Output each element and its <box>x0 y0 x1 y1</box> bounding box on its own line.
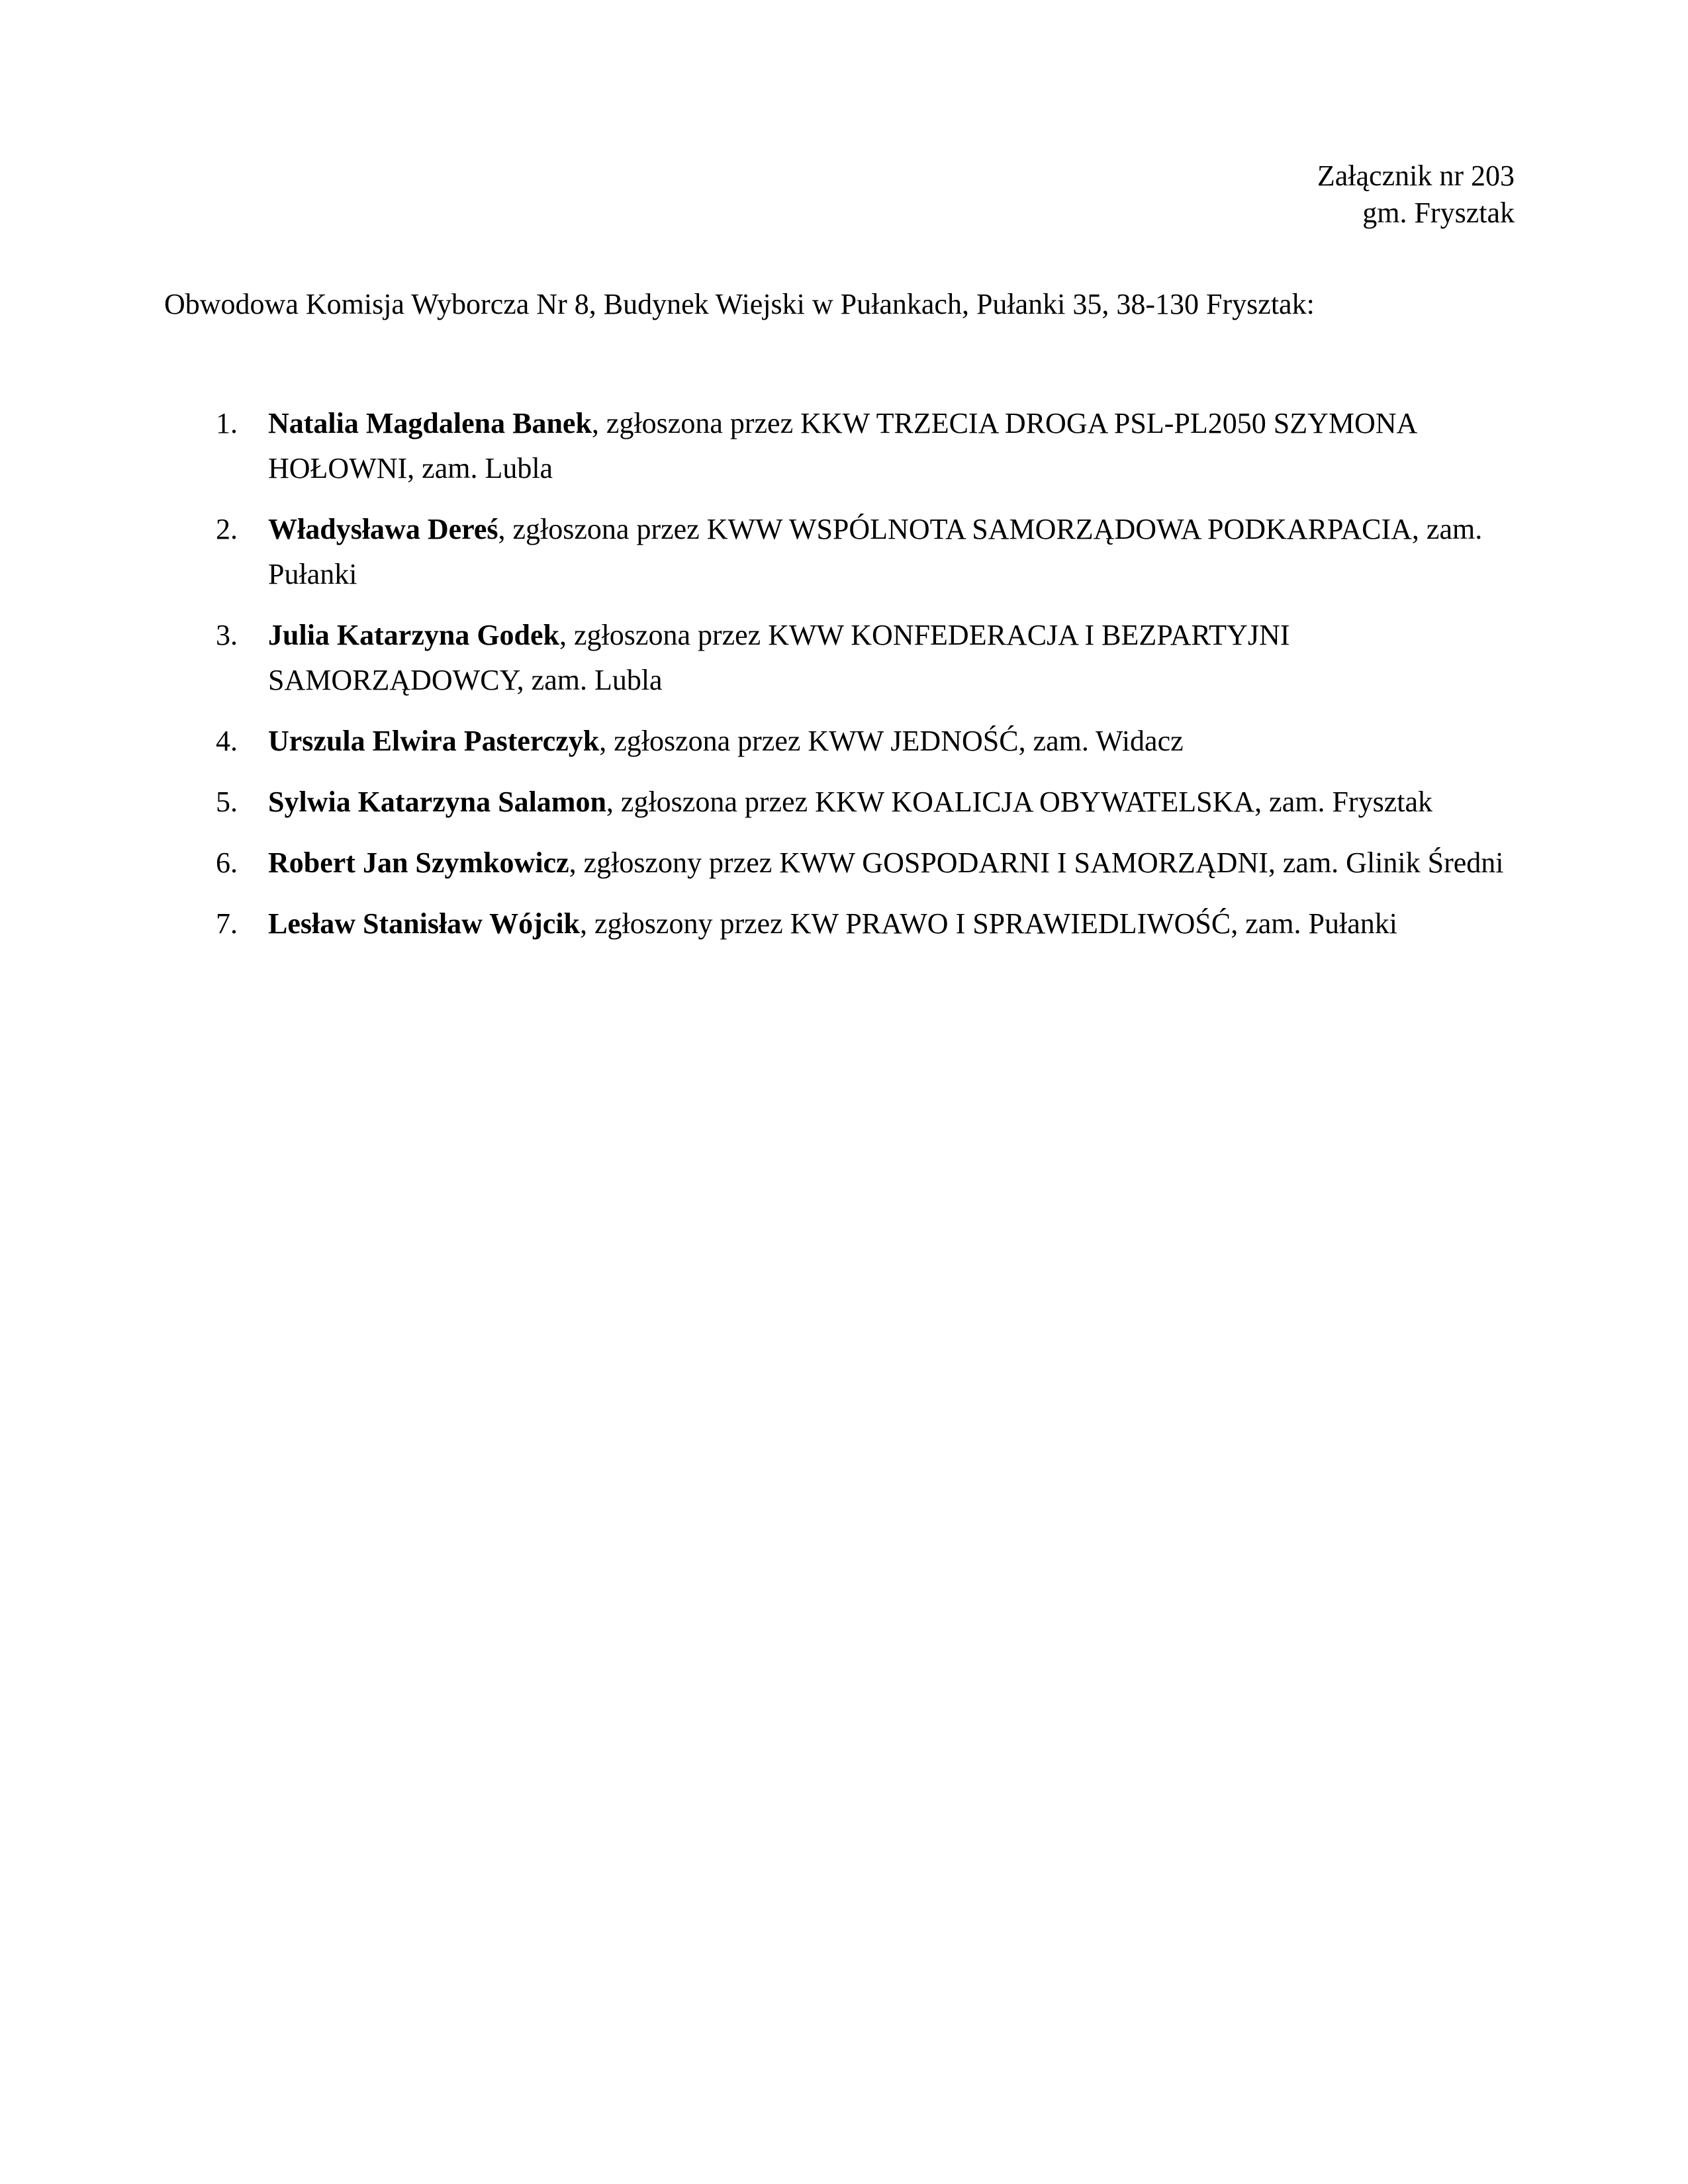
item-number: 1. <box>216 407 238 439</box>
member-name: Natalia Magdalena Banek <box>268 407 592 439</box>
attachment-header <box>1317 158 1515 232</box>
member-details: , zgłoszona przez KWW JEDNOŚĆ, zam. Widacz <box>599 725 1184 757</box>
member-details: , zgłoszona przez KWW KONFEDERACJA I BEZPARTYJNI SAMORZĄDOWCY, zam. Lubla <box>268 619 1290 696</box>
member-details: , zgłoszona przez KKW KOALICJA OBYWATELSKA, zam. Frysztak <box>606 786 1432 818</box>
member-name: Julia Katarzyna Godek <box>268 619 560 651</box>
list-item <box>0 401 1688 491</box>
member-name: Urszula Elwira Pasterczyk <box>268 725 600 757</box>
member-details: , zgłoszona przez KKW TRZECIA DROGA PSL-PL2050 SZYMONA HOŁOWNI, zam. Lubla <box>268 407 1416 484</box>
member-details: , zgłoszona przez KWW WSPÓLNOTA SAMORZĄDOWA PODKARPACIA, zam. Pułanki <box>268 513 1483 590</box>
member-name: Robert Jan Szymkowicz <box>268 846 569 879</box>
member-details: , zgłoszony przez KWW GOSPODARNI I SAMORZĄDNI, zam. Glinik Średni <box>569 846 1504 879</box>
item-number: 3. <box>216 619 238 651</box>
list-item <box>0 901 1688 946</box>
commission-title: Obwodowa Komisja Wyborcza Nr 8, Budynek Wiejski w Pułankach, Pułanki 35, 38-130 Frysztak: <box>164 288 1315 320</box>
list-item <box>0 780 1688 825</box>
item-number: 6. <box>216 846 238 879</box>
item-number: 4. <box>216 725 238 757</box>
members-list <box>0 401 1688 962</box>
member-name: Lesław Stanisław Wójcik <box>268 907 581 940</box>
member-name: Władysława Dereś <box>268 513 498 545</box>
list-item <box>0 841 1688 886</box>
municipality: gm. Frysztak <box>1362 197 1515 229</box>
member-details: , zgłoszony przez KW PRAWO I SPRAWIEDLIWOŚĆ, zam. Pułanki <box>580 907 1397 940</box>
member-name: Sylwia Katarzyna Salamon <box>268 786 606 818</box>
item-number: 5. <box>216 786 238 818</box>
item-number: 7. <box>216 907 238 940</box>
attachment-number: Załącznik nr 203 <box>1317 159 1515 192</box>
list-item <box>0 613 1688 703</box>
list-item <box>0 719 1688 764</box>
item-number: 2. <box>216 513 238 545</box>
list-item <box>0 507 1688 597</box>
